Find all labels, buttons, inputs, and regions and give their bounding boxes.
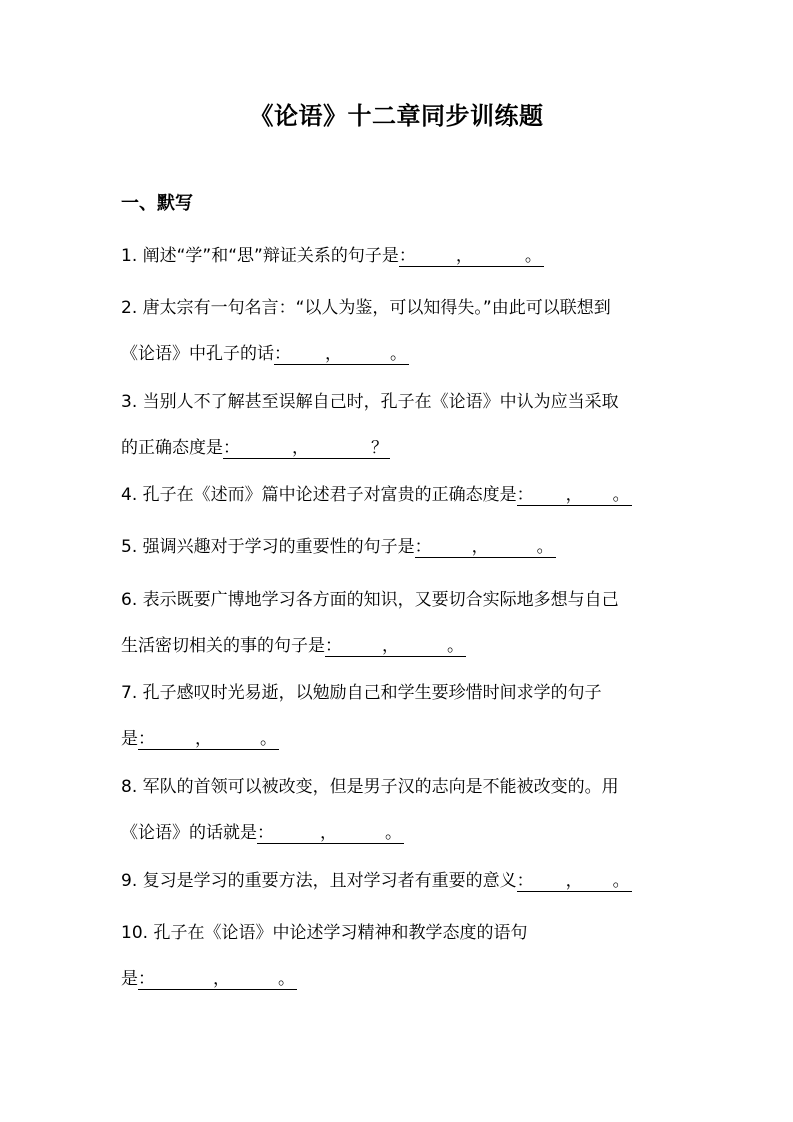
question-1 — [121, 233, 681, 279]
question-text: 2. 唐太宗有一句名言：“以人为鉴，可以知得失。”由此可以联想到 — [121, 298, 611, 318]
question-5 — [121, 524, 681, 570]
answer-blank[interactable]: ： ， 。 — [516, 485, 630, 505]
question-text: 5. 强调兴趣对于学习的重要性的句子是 — [121, 537, 415, 557]
answer-blank[interactable]: ： ， 。 — [138, 729, 277, 749]
answer-blank[interactable]: ： ， 。 — [274, 344, 407, 364]
question-text-cont: 是 — [121, 969, 138, 989]
question-6 — [121, 577, 681, 669]
question-text: 1. 阐述“学”和“思”辩证关系的句子是 — [121, 246, 399, 266]
question-text-cont: 是 — [121, 729, 138, 749]
question-text: 8. 军队的首领可以被改变，但是男子汉的志向是不能被改变的。用 — [121, 777, 619, 797]
question-4 — [121, 472, 681, 518]
answer-blank[interactable]: ： ， 。 — [325, 636, 464, 656]
answer-blank[interactable]: ： ， ？ — [223, 438, 388, 458]
question-text-cont: 的正确态度是 — [121, 438, 223, 458]
question-text-cont: 《论语》中孔子的话 — [121, 344, 274, 364]
question-text-cont: 《论语》的话就是 — [121, 823, 257, 843]
question-7 — [121, 670, 681, 762]
section-heading: 一、默写 — [121, 193, 193, 214]
question-2 — [121, 285, 681, 377]
question-10 — [121, 910, 681, 1002]
answer-blank[interactable]: ： ， 。 — [398, 246, 542, 266]
answer-blank[interactable]: ： ， 。 — [414, 537, 554, 557]
question-9 — [121, 858, 681, 904]
question-3 — [121, 379, 681, 471]
answer-blank[interactable]: ： ， 。 — [257, 823, 402, 843]
question-text-cont: 生活密切相关的事的句子是 — [121, 636, 325, 656]
question-text: 6. 表示既要广博地学习各方面的知识，又要切合实际地多想与自己 — [121, 590, 619, 610]
question-text: 3. 当别人不了解甚至误解自己时，孔子在《论语》中认为应当采取 — [121, 392, 619, 412]
question-8 — [121, 764, 681, 856]
question-text: 10. 孔子在《论语》中论述学习精神和教学态度的语句 — [121, 923, 528, 943]
page-title: 《论语》十二章同步训练题 — [249, 102, 544, 130]
answer-blank[interactable]: ： ， 。 — [516, 871, 630, 891]
answer-blank[interactable]: ： ， 。 — [138, 969, 295, 989]
question-text: 9. 复习是学习的重要方法，且对学习者有重要的意义 — [121, 871, 517, 891]
question-text: 7. 孔子感叹时光易逝，以勉励自己和学生要珍惜时间求学的句子 — [121, 683, 602, 703]
question-text: 4. 孔子在《述而》篇中论述君子对富贵的正确态度是 — [121, 485, 517, 505]
